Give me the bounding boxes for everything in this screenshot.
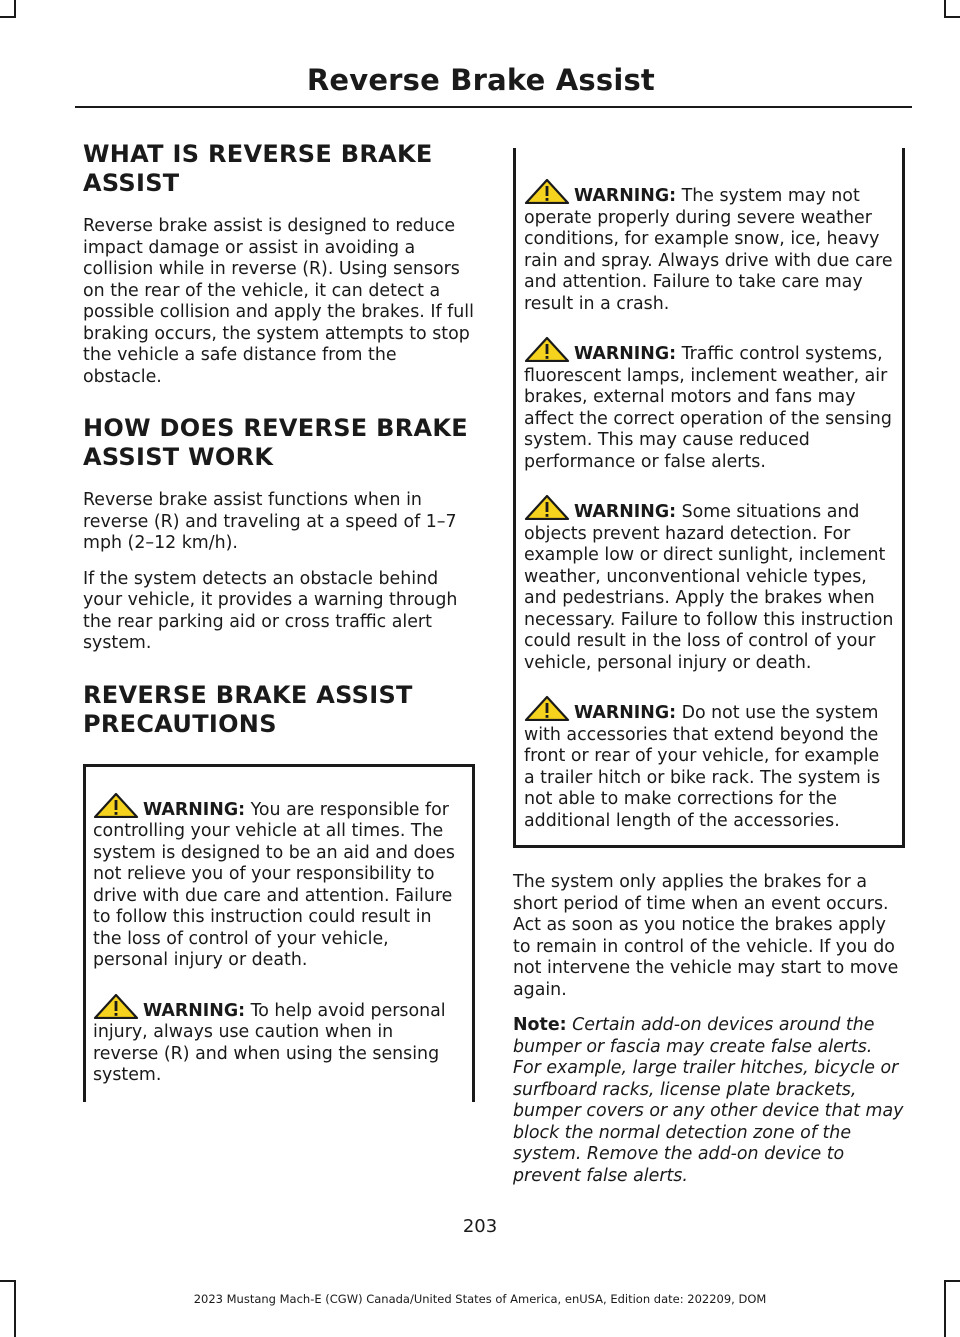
warning-triangle-icon bbox=[93, 792, 139, 818]
warning-triangle-icon bbox=[524, 494, 570, 520]
section-heading-precautions bbox=[83, 681, 475, 739]
warning-label: WARNING: bbox=[574, 186, 677, 206]
warning-item bbox=[524, 695, 895, 832]
warning-item bbox=[93, 792, 463, 972]
paragraph: The system only applies the brakes for a short period of time when an event occurs. Act as soon as you notice the brakes apply to remain in control of the vehicle. If you do not intervene the vehicle may start to move again. bbox=[513, 872, 899, 1000]
paragraph: Reverse brake assist functions when in reverse (R) and traveling at a speed of 1–7 mph (2–12 km/h). bbox=[83, 490, 457, 553]
warning-text: The system may not operate properly during severe weather conditions, for example snow, ice, heavy rain and spray. Always drive with due care and attention. Failure to take care may result in a crash. bbox=[524, 186, 893, 314]
warning-triangle-icon bbox=[524, 178, 570, 204]
page-footer: 2023 Mustang Mach-E (CGW) Canada/United States of America, enUSA, Edition date: 202209, DOM bbox=[193, 1292, 767, 1306]
heading-line: ASSIST bbox=[83, 169, 180, 197]
crop-mark bbox=[944, 16, 960, 18]
section-heading-how-works bbox=[83, 414, 475, 472]
warning-text: You are responsible for controlling your vehicle at all times. The system is designed to be an aid and does not relieve you of your responsibility to drive with due care and attention. Failure to follow this instruction could result in the loss of control of your vehicle, personal injury or death. bbox=[93, 799, 455, 970]
warning-label: WARNING: bbox=[143, 799, 246, 820]
left-column bbox=[83, 140, 475, 1102]
note-text: Certain add-on devices around the bumper or fascia may create false alerts. For example, large trailer hitches, bicycle or surfboard racks, license plate brackets, bumper covers or any other device that may block the normal detection zone of the system. Remove the add-on device to prevent false alerts. bbox=[513, 1015, 904, 1186]
warning-box bbox=[83, 764, 475, 1102]
warning-triangle-icon bbox=[524, 695, 570, 721]
page-number: 203 bbox=[462, 1216, 498, 1237]
warning-item bbox=[524, 336, 895, 473]
header-divider bbox=[75, 106, 912, 108]
heading-line: PRECAUTIONS bbox=[83, 709, 277, 738]
warning-label: WARNING: bbox=[574, 344, 677, 364]
heading-line: ASSIST WORK bbox=[83, 443, 274, 471]
warning-item bbox=[524, 494, 895, 674]
warning-text: To help avoid personal injury, always use caution when in reverse (R) and when using the sensing system. bbox=[93, 1000, 446, 1085]
note bbox=[513, 1015, 905, 1187]
note-label: Note: bbox=[513, 1015, 567, 1035]
crop-mark bbox=[0, 16, 16, 18]
warning-text: Some situations and objects prevent hazard detection. For example low or direct sunlight, inclement weather, unconventional vehicle types, and pedestrians. Apply the brakes when necessary. Failure to follow this instruction could result in the loss of control of your vehicle, personal injury or death. bbox=[524, 502, 894, 673]
paragraph: If the system detects an obstacle behind your vehicle, it provides a warning through the rear parking aid or cross traffic alert system. bbox=[83, 568, 458, 653]
right-column bbox=[513, 148, 905, 1201]
warning-text: Do not use the system with accessories that extend beyond the front or rear of your vehicle, for example a trailer hitch or bike rack. The system is not able to make corrections for the additional length of the accessories. bbox=[524, 703, 881, 831]
crop-mark bbox=[944, 1280, 946, 1337]
warning-label: WARNING: bbox=[143, 1000, 246, 1021]
warning-label: WARNING: bbox=[574, 703, 677, 723]
warning-label: WARNING: bbox=[574, 502, 677, 522]
page-header-title: Reverse Brake Assist bbox=[306, 63, 655, 97]
section-heading-what-is bbox=[83, 140, 475, 198]
warning-triangle-icon bbox=[524, 336, 570, 362]
heading-line: WHAT IS REVERSE BRAKE bbox=[83, 140, 433, 168]
crop-mark bbox=[0, 1280, 16, 1282]
warning-box bbox=[513, 148, 905, 848]
heading-line: REVERSE BRAKE ASSIST bbox=[83, 680, 413, 709]
warning-triangle-icon bbox=[93, 993, 139, 1019]
warning-item bbox=[524, 178, 895, 315]
warning-item bbox=[93, 993, 463, 1087]
heading-line: HOW DOES REVERSE BRAKE bbox=[83, 414, 468, 442]
warning-text: Traffic control systems, fluorescent lamps, inclement weather, air brakes, external motors and fans may affect the correct operation of the sensing system. This may cause reduced performance or false alerts. bbox=[524, 344, 892, 472]
crop-mark bbox=[14, 1280, 16, 1337]
crop-mark bbox=[944, 1280, 960, 1282]
paragraph: Reverse brake assist is designed to reduce impact damage or assist in avoiding a collision while in reverse (R). Using sensors on the rear of the vehicle, it can detect a possible collision and apply the brakes. If full braking occurs, the system attempts to stop the vehicle a safe distance from the obstacle. bbox=[83, 216, 474, 387]
